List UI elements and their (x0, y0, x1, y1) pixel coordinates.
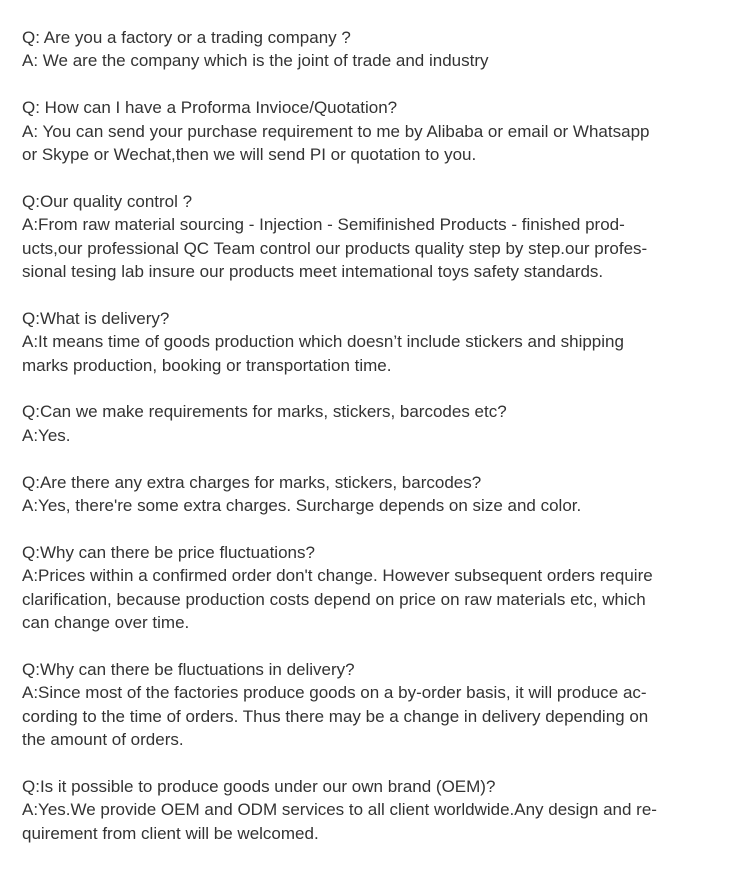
answer-text: A: You can send your purchase requirement to me by Alibaba or email or Whatsapp (22, 121, 650, 141)
faq-item-delivery-fluctuations (22, 658, 732, 752)
question-text: Q: How can I have a Proforma Invioce/Quotation? (22, 98, 398, 118)
answer-text: the amount of orders. (22, 730, 184, 750)
question-text: Q:What is delivery? (22, 308, 170, 328)
faq-item-proforma-invoice (22, 96, 732, 166)
answer-text: A:From raw material sourcing - Injection - Semifinished Products - finished prod- (22, 215, 625, 235)
question-text: Q: Are you a factory or a trading company ? (22, 28, 351, 47)
faq-item-delivery (22, 307, 732, 377)
faq-item-price-fluctuations (22, 541, 732, 635)
answer-text: clarification, because production costs depend on price on raw materials etc, which (22, 589, 646, 609)
answer-text: A:Prices within a confirmed order don't change. However subsequent orders require (22, 566, 653, 586)
faq-item-factory-or-trading (22, 26, 732, 73)
faq-item-oem (22, 775, 732, 845)
answer-text: A:It means time of goods production which doesn’t include stickers and shipping (22, 332, 624, 352)
question-text: Q:Why can there be price fluctuations? (22, 542, 315, 562)
answer-text: A:Yes, there're some extra charges. Surcharge depends on size and color. (22, 496, 582, 516)
faq-item-quality-control (22, 190, 732, 284)
faq-document (22, 26, 732, 868)
answer-text: or Skype or Wechat,then we will send PI or quotation to you. (22, 145, 477, 165)
answer-text: ucts,our professional QC Team control our products quality step by step.our profes- (22, 238, 648, 258)
question-text: Q:Our quality control ? (22, 191, 193, 211)
question-text: Q:Are there any extra charges for marks, stickers, barcodes? (22, 472, 482, 492)
question-text: Q:Can we make requirements for marks, stickers, barcodes etc? (22, 402, 507, 422)
answer-text: quirement from client will be welcomed. (22, 823, 319, 843)
question-text: Q:Is it possible to produce goods under our own brand (OEM)? (22, 776, 496, 796)
answer-text: A:Since most of the factories produce goods on a by-order basis, it will produce ac- (22, 683, 647, 703)
answer-text: sional tesing lab insure our products meet intemational toys safety standards. (22, 262, 604, 282)
answer-text: can change over time. (22, 613, 190, 633)
answer-text: cording to the time of orders. Thus there may be a change in delivery depending on (22, 706, 649, 726)
faq-item-marks-requirements (22, 400, 732, 447)
answer-text: A: We are the company which is the joint of trade and industry (22, 51, 489, 71)
faq-item-extra-charges (22, 471, 732, 518)
answer-text: A:Yes.We provide OEM and ODM services to all client worldwide.Any design and re- (22, 800, 657, 820)
question-text: Q:Why can there be fluctuations in delivery? (22, 659, 355, 679)
answer-text: A:Yes. (22, 425, 71, 445)
answer-text: marks production, booking or transportation time. (22, 355, 392, 375)
